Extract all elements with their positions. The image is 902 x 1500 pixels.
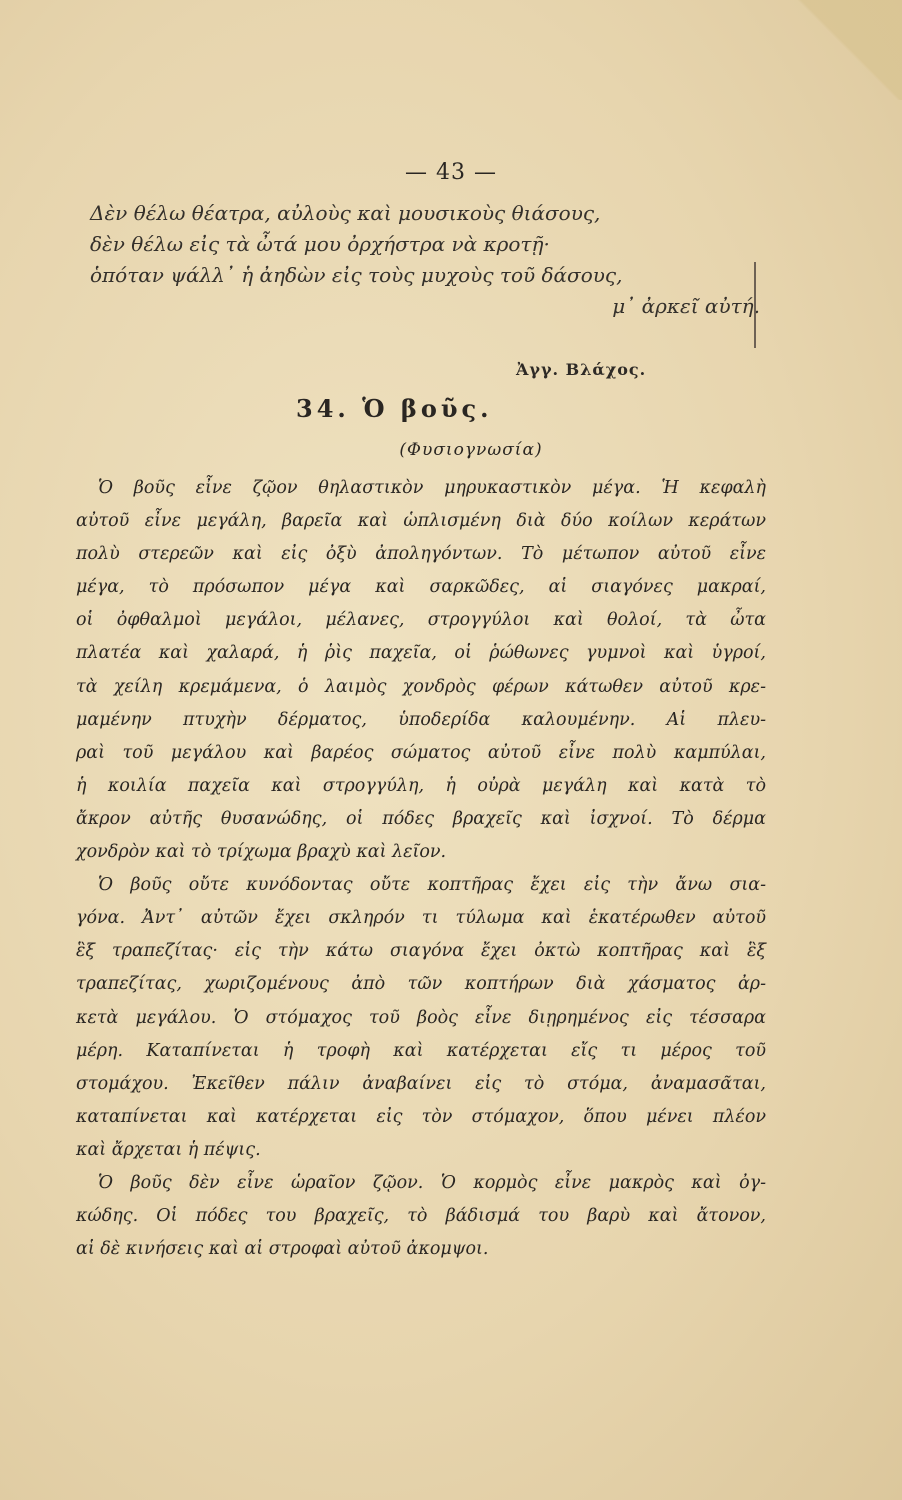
poem-line: δὲν θέλω εἰς τὰ ὦτά μου ὀρχήστρα νὰ κροτῇ· — [90, 232, 550, 256]
body-line: καταπίνεται καὶ κατέρχεται εἰς τὸν στόμαχον, ὅπου μένει πλέον — [76, 1106, 766, 1127]
body-line: κετὰ μεγάλου. Ὁ στόμαχος τοῦ βοὸς εἶνε διῃρημένος εἰς τέσσαρα — [76, 1007, 766, 1028]
poem — [90, 198, 770, 322]
body-line: στομάχου. Ἐκεῖθεν πάλιν ἀναβαίνει εἰς τὸ στόμα, ἀναμασᾶται, — [76, 1073, 766, 1094]
body-line: οἱ ὀφθαλμοὶ μεγάλοι, μέλανες, στρογγύλοι καὶ θολοί, τὰ ὦτα — [76, 610, 766, 631]
body-line: ἄκρον αὐτῆς θυσανώδης, οἱ πόδες βραχεῖς καὶ ἰσχνοί. Τὸ δέρμα — [76, 808, 766, 829]
body-line: Ὁ βοῦς δὲν εἶνε ὡραῖον ζῷον. Ὁ κορμὸς εἶνε μακρὸς καὶ ὀγ- — [98, 1172, 766, 1193]
body-line: καὶ ἄρχεται ἡ πέψις. — [76, 1139, 261, 1160]
body-line: ἓξ τραπεζίτας· εἰς τὴν κάτω σιαγόνα ἔχει ὀκτὼ κοπτῆρας καὶ ἓξ — [76, 941, 766, 962]
poem-line: Δὲν θέλω θέατρα, αὐλοὺς καὶ μουσικοὺς θιάσους, — [90, 201, 601, 225]
body-line: αὐτοῦ εἶνε μεγάλη, βαρεῖα καὶ ὡπλισμένη διὰ δύο κοίλων κεράτων — [76, 511, 766, 532]
section-title: 34. Ὁ βοῦς. — [296, 394, 493, 423]
body-line: τὰ χείλη κρεμάμενα, ὁ λαιμὸς χονδρὸς φέρων κάτωθεν αὐτοῦ κρε- — [76, 676, 766, 697]
body-line: χονδρὸν καὶ τὸ τρίχωμα βραχὺ καὶ λεῖον. — [76, 842, 447, 863]
body-line: κώδης. Οἱ πόδες του βραχεῖς, τὸ βάδισμά του βαρὺ καὶ ἄτονον, — [76, 1206, 766, 1227]
page-number: — 43 — — [405, 160, 497, 185]
poem-line: ὁπόταν ψάλλ᾽ ἡ ἀηδὼν εἰς τοὺς μυχοὺς τοῦ δάσους, — [90, 263, 623, 287]
section-subtitle: (Φυσιογνωσία) — [399, 440, 543, 460]
body-line: μέρη. Καταπίνεται ἡ τροφὴ καὶ κατέρχεται εἴς τι μέρος τοῦ — [76, 1040, 766, 1061]
body-line: ραὶ τοῦ μεγάλου καὶ βαρέος σώματος αὐτοῦ εἶνε πολὺ καμπύλαι, — [76, 742, 766, 763]
body-line: μέγα, τὸ πρόσωπον μέγα καὶ σαρκῶδες, αἱ σιαγόνες μακραί, — [76, 577, 766, 598]
body-line: μαμένην πτυχὴν δέρματος, ὑποδερίδα καλουμένην. Αἱ πλευ- — [76, 709, 766, 730]
poem-author: Ἀγγ. Βλάχος. — [516, 360, 647, 379]
body-line: πολὺ στερεῶν καὶ εἰς ὀξὺ ἀποληγόντων. Τὸ μέτωπον αὐτοῦ εἶνε — [76, 544, 766, 565]
body-line: πλατέα καὶ χαλαρά, ἡ ῥὶς παχεῖα, οἱ ῥώθωνες γυμνοὶ καὶ ὑγροί, — [76, 643, 766, 664]
poem-line: μ᾽ ἀρκεῖ αὐτή. — [612, 294, 760, 318]
folded-corner — [792, 0, 902, 100]
body-line: Ὁ βοῦς εἶνε ζῷον θηλαστικὸν μηρυκαστικὸν μέγα. Ἡ κεφαλὴ — [98, 478, 766, 498]
body-line: Ὁ βοῦς οὔτε κυνόδοντας οὔτε κοπτῆρας ἔχει εἰς τὴν ἄνω σια- — [98, 875, 766, 896]
body-line: αἱ δὲ κινήσεις καὶ αἱ στροφαὶ αὐτοῦ ἀκομψοι. — [76, 1239, 489, 1260]
body-line: γόνα. Ἀντ᾽ αὐτῶν ἔχει σκληρόν τι τύλωμα καὶ ἑκατέρωθεν αὐτοῦ — [76, 908, 766, 929]
poem-bracket — [748, 262, 756, 348]
body-line: ἡ κοιλία παχεῖα καὶ στρογγύλη, ἡ οὐρὰ μεγάλη καὶ κατὰ τὸ — [76, 775, 766, 796]
body-line: τραπεζίτας, χωριζομένους ἀπὸ τῶν κοπτήρων διὰ χάσματος ἀρ- — [76, 974, 766, 995]
article-body — [76, 472, 766, 1266]
